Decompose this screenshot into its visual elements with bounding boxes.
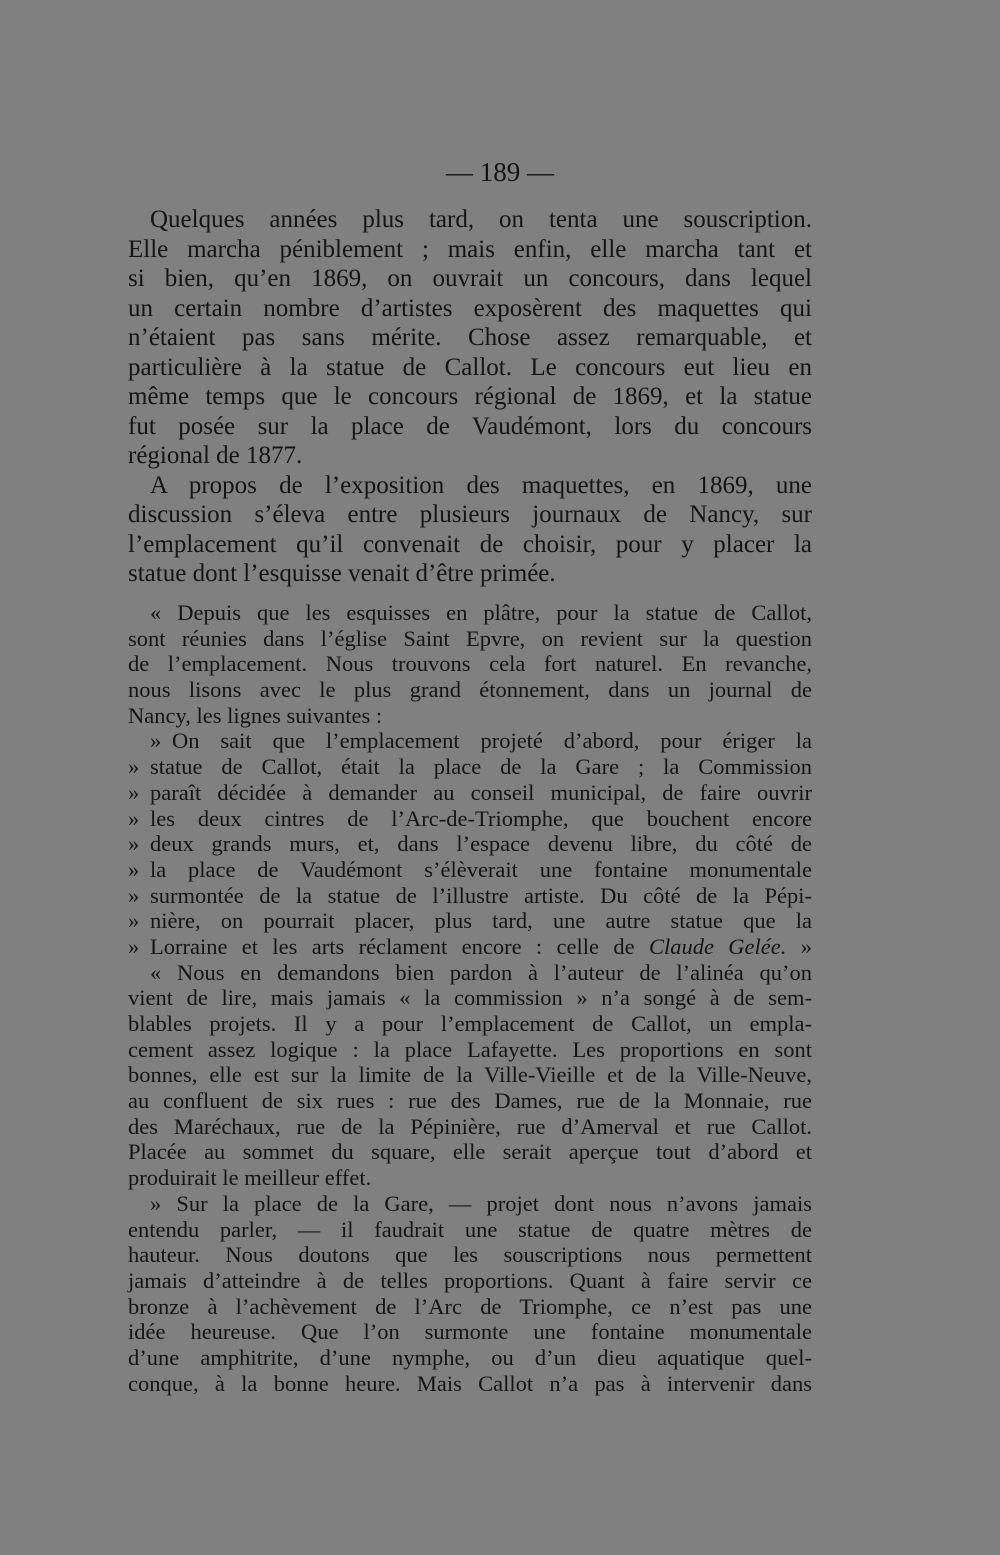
text-line: nous lisons avec le plus grand étonnement, dans un journal de bbox=[128, 677, 812, 703]
text-line: conque, à la bonne heure. Mais Callot n’a pas à intervenir dans bbox=[128, 1370, 812, 1396]
text-line: des Maréchaux, rue de la Pépinière, rue d’Amerval et rue Callot. bbox=[128, 1113, 812, 1139]
quoted-line-start: Lorraine et les arts réclament encore : celle de bbox=[150, 933, 635, 959]
guillemet-mark: » bbox=[128, 856, 140, 882]
quoted-text bbox=[128, 600, 812, 1396]
quoted-line-text bbox=[150, 934, 812, 960]
guillemet-mark: » bbox=[128, 831, 140, 857]
text-line: sont réunies dans l’église Saint Epvre, on revient sur la question bbox=[128, 625, 812, 651]
quoted-line bbox=[128, 754, 812, 780]
text-line: Nancy, les lignes suivantes : bbox=[128, 702, 383, 728]
text-line: » Sur la place de la Gare, — projet dont nous n’avons jamais bbox=[150, 1190, 812, 1216]
quoted-line-text: paraît décidée à demander au conseil municipal, de faire ouvrir bbox=[150, 779, 812, 805]
text-line: produirait le meilleur effet. bbox=[128, 1165, 372, 1191]
text-line: n’étaient pas sans mérite. Chose assez remarquable, et bbox=[128, 324, 812, 351]
paragraph-2 bbox=[128, 471, 812, 589]
text-line: Elle marcha péniblement ; mais enfin, elle marcha tant et bbox=[128, 235, 812, 263]
closing-guillemet: » bbox=[800, 933, 812, 959]
final-paragraph bbox=[128, 1191, 812, 1397]
page-number: — 189 — bbox=[446, 157, 554, 187]
quoted-line-text: surmontée de la statue de l’illustre artiste. Du côté de la Pépi- bbox=[150, 882, 812, 908]
quoted-line bbox=[128, 728, 812, 754]
text-line: « Nous en demandons bien pardon à l’auteur de l’alinéa qu’on bbox=[150, 959, 812, 985]
text-line: l’emplacement qu’il convenait de choisir, pour y placer la bbox=[128, 530, 812, 558]
text-line: hauteur. Nous doutons que les souscriptions nous permettent bbox=[128, 1242, 812, 1268]
text-line: si bien, qu’en 1869, on ouvrait un concours, dans lequel bbox=[128, 265, 812, 292]
quoted-line bbox=[128, 857, 812, 883]
text-line: cement assez logique : la place Lafayette. Les proportions en sont bbox=[128, 1036, 812, 1062]
text-line: régional de 1877. bbox=[128, 442, 303, 469]
text-line: idée heureuse. Que l’on surmonte une fontaine monumentale bbox=[128, 1319, 812, 1345]
guillemet-mark: » bbox=[128, 908, 140, 934]
text-line: statue dont l’esquisse venait d’être primée. bbox=[128, 560, 556, 587]
text-line: bronze à l’achèvement de l’Arc de Triomphe, ce n’est pas une bbox=[128, 1293, 812, 1319]
quoted-line bbox=[128, 780, 812, 806]
guillemet-mark: » bbox=[128, 933, 140, 959]
quoted-line-text: nière, on pourrait placer, plus tard, une autre statue que la bbox=[150, 908, 812, 934]
text-line: « Depuis que les esquisses en plâtre, pour la statue de Callot, bbox=[150, 600, 812, 625]
paragraph-1 bbox=[128, 205, 812, 471]
text-line: vient de lire, mais jamais « la commission » n’a songé à de sem- bbox=[128, 985, 812, 1011]
text-line: discussion s’éleva entre plusieurs journaux de Nancy, sur bbox=[128, 501, 812, 528]
quoted-line-text: statue de Callot, était la place de la Gare ; la Commission bbox=[150, 754, 812, 780]
quoted-line-text: deux grands murs, et, dans l’espace devenu libre, du côté de bbox=[150, 831, 812, 857]
text-line: Placée au sommet du square, elle serait aperçue tout d’abord et bbox=[128, 1139, 812, 1165]
quote-intro bbox=[128, 600, 812, 728]
text-line: Quelques années plus tard, on tenta une souscription. bbox=[150, 206, 812, 233]
claude-gelee-name: Claude Gelée. bbox=[648, 933, 787, 959]
quoted-line-text: les deux cintres de l’Arc-de-Triomphe, que bouchent encore bbox=[150, 805, 812, 831]
quoted-line bbox=[128, 908, 812, 934]
text-line: A propos de l’exposition des maquettes, en 1869, une bbox=[150, 471, 812, 499]
guillemet-mark: » bbox=[150, 728, 162, 754]
text-line: blables projets. Il y a pour l’emplacement de Callot, un empla- bbox=[128, 1011, 812, 1036]
text-line: bonnes, elle est sur la limite de la Ville-Vieille et de la Ville-Neuve, bbox=[128, 1062, 812, 1088]
guillemet-mark: » bbox=[128, 754, 140, 780]
text-line: d’une amphitrite, d’une nymphe, ou d’un dieu aquatique quel- bbox=[128, 1344, 812, 1370]
quoted-line bbox=[128, 934, 812, 960]
quoted-line-text: On sait que l’emplacement projeté d’abord, pour ériger la bbox=[172, 728, 812, 754]
response-paragraph bbox=[128, 960, 812, 1191]
text-line: fut posée sur la place de Vaudémont, lors du concours bbox=[128, 412, 812, 440]
text-line: un certain nombre d’artistes exposèrent des maquettes qui bbox=[128, 294, 812, 322]
text-line: de l’emplacement. Nous trouvons cela fort naturel. En revanche, bbox=[128, 651, 812, 677]
text-line: jamais d’atteindre à de telles proportions. Quant à faire servir ce bbox=[128, 1267, 812, 1293]
quoted-line bbox=[128, 806, 812, 832]
text-line: même temps que le concours régional de 1869, et la statue bbox=[128, 383, 812, 410]
quoted-line bbox=[128, 883, 812, 909]
quoted-line bbox=[128, 831, 812, 857]
quoted-passage bbox=[128, 728, 812, 959]
quoted-line-text: la place de Vaudémont s’élèverait une fontaine monumentale bbox=[150, 856, 812, 882]
text-line: au confluent de six rues : rue des Dames, rue de la Monnaie, rue bbox=[128, 1088, 812, 1114]
guillemet-mark: » bbox=[128, 779, 140, 805]
text-line: particulière à la statue de Callot. Le concours eut lieu en bbox=[128, 353, 812, 381]
guillemet-mark: » bbox=[128, 805, 140, 831]
text-line: entendu parler, — il faudrait une statue de quatre mètres de bbox=[128, 1216, 812, 1242]
main-text bbox=[128, 205, 812, 589]
guillemet-mark: » bbox=[128, 882, 140, 908]
